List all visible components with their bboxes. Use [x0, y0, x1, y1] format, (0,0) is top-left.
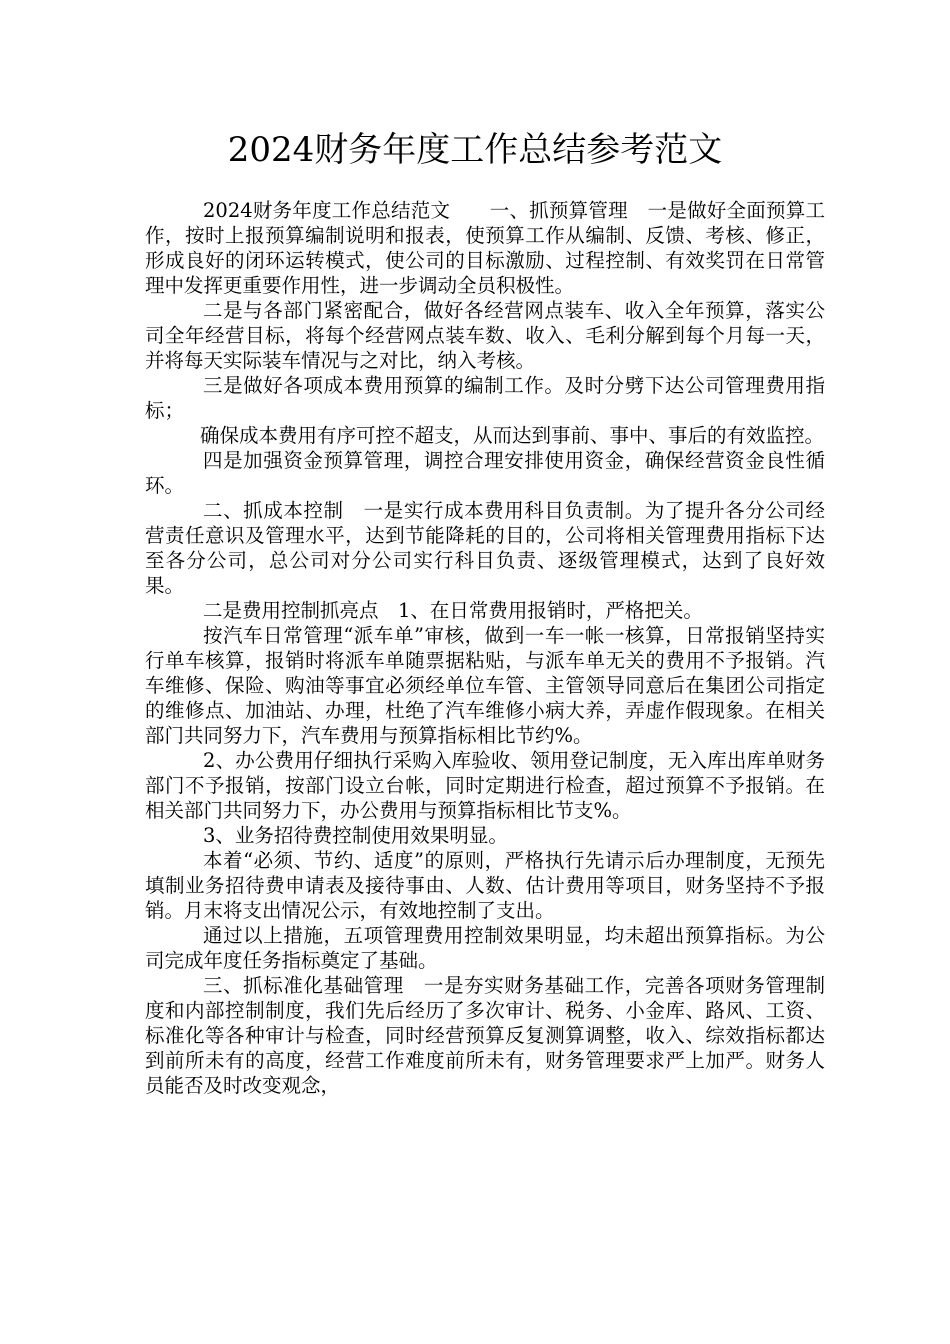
document-body	[145, 198, 825, 1098]
paragraph: 2024财务年度工作总结范文 一、抓预算管理 一是做好全面预算工作，按时上报预算编制说明和报表，使预算工作从编制、反馈、考核、修正，形成良好的闭环运转模式，使公司的目标激励、过程控制、有效奖罚在日常管理中发挥更重要作用性，进一步调动全员积极性。	[145, 199, 825, 297]
paragraph: 2、办公费用仔细执行采购入库验收、领用登记制度，无入库出库单财务部门不予报销，按部门设立台帐，同时定期进行检查，超过预算不予报销。在相关部门共同努力下，办公费用与预算指标相比节支%。	[145, 749, 825, 822]
paragraph: 三是做好各项成本费用预算的编制工作。及时分劈下达公司管理费用指标；	[145, 374, 825, 422]
paragraph: 二、抓成本控制 一是实行成本费用科目负责制。为了提升各分公司经营责任意识及管理水平，达到节能降耗的目的，公司将相关管理费用指标下达至各分公司，总公司对分公司实行科目负责、逐级管理模式，达到了良好效果。	[145, 499, 825, 597]
document-title: 2024财务年度工作总结参考范文	[227, 130, 723, 170]
paragraph: 三、抓标准化基础管理 一是夯实财务基础工作，完善各项财务管理制度和内部控制制度，我们先后经历了多次审计、税务、小金库、路风、工资、标准化等各种审计与检查，同时经营预算反复测算调整，收入、综效指标都达到前所未有的高度，经营工作难度前所未有，财务管理要求严上加严。财务人员能否及时改变观念，	[145, 974, 825, 1097]
paragraph: 确保成本费用有序可控不超支，从而达到事前、事中、事后的有效监控。	[200, 424, 825, 447]
paragraph: 通过以上措施，五项管理费用控制效果明显，均未超出预算指标。为公司完成年度任务指标奠定了基础。	[145, 924, 825, 972]
paragraph: 二是费用控制抓亮点 1、在日常费用报销时，严格把关。	[203, 599, 703, 622]
paragraph: 二是与各部门紧密配合，做好各经营网点装车、收入全年预算，落实公司全年经营目标，将每个经营网点装车数、收入、毛利分解到每个月每一天，并将每天实际装车情况与之对比，纳入考核。	[145, 299, 825, 372]
paragraph: 本着“必须、节约、适度”的原则，严格执行先请示后办理制度，无预先填制业务招待费申请表及接待事由、人数、估计费用等项目，财务坚持不予报销。月末将支出情况公示，有效地控制了支出。	[145, 849, 825, 922]
paragraph: 按汽车日常管理“派车单”审核，做到一车一帐一核算，日常报销坚持实行单车核算，报销时将派车单随票据粘贴，与派车单无关的费用不予报销。汽车维修、保险、购油等事宜必须经单位车管、主管领导同意后在集团公司指定的维修点、加油站、办理，杜绝了汽车维修小病大养，弄虚作假现象。在相关部门共同努力下，汽车费用与预算指标相比节约%。	[145, 624, 825, 747]
paragraph: 四是加强资金预算管理，调控合理安排使用资金，确保经营资金良性循环。	[145, 449, 825, 497]
paragraph: 3、业务招待费控制使用效果明显。	[203, 824, 508, 847]
